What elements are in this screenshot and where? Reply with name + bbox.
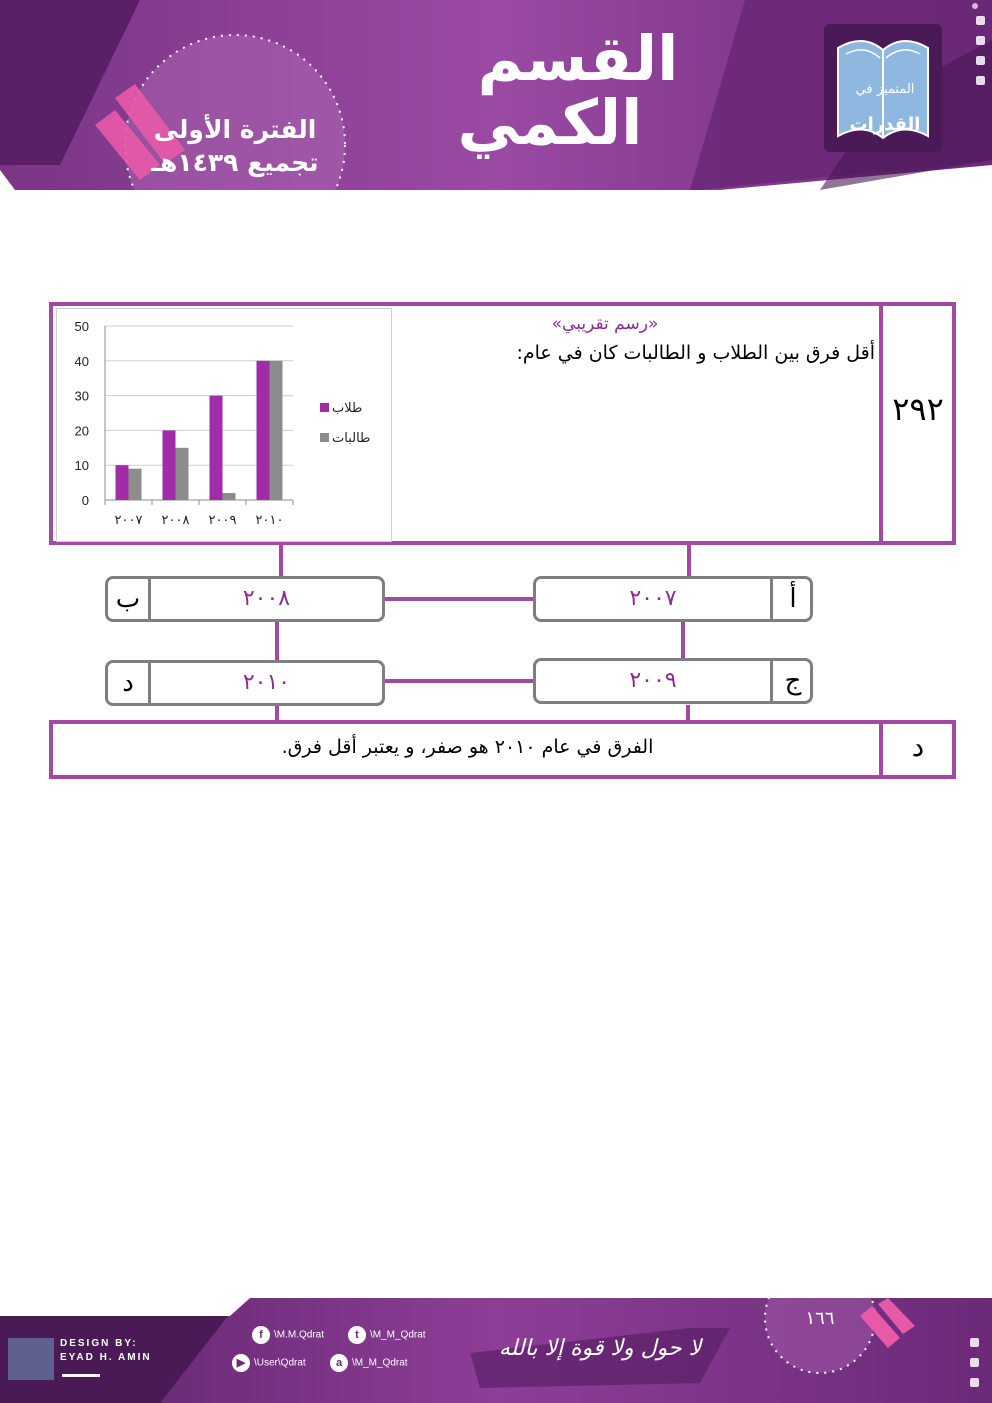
connector-right-mid [681,622,685,658]
question-subtitle: «رسم تقريبي» [551,314,659,334]
y-tick-label: 20 [74,423,89,439]
footer-calligraphy: لا حول ولا قوة إلا بالله [498,1336,702,1361]
ask-icon: a [330,1354,348,1372]
chart-x-ticks [115,513,284,528]
legend-swatch [320,433,329,442]
x-tick-label: ٢٠٠٨ [161,513,190,528]
connector-left-mid [275,622,279,660]
bar-students-male [210,396,223,500]
legend-label: طالبات [332,431,371,446]
option-a-letter: أ [789,584,797,614]
social-youtube[interactable]: ▶ \User\Qdrat [232,1354,306,1372]
connector-row2 [383,679,535,683]
chart-legend [320,401,370,446]
answer-explanation: الفرق في عام ٢٠١٠ هو صفر، و يعتبر أقل فرق. [281,736,654,758]
y-tick-label: 0 [81,493,89,508]
option-a-value: ٢٠٠٧ [629,586,677,611]
bar-students-female [176,448,189,500]
question-text: أقل فرق بين الطلاب و الطالبات كان في عام: [516,342,875,364]
connector-right-top [687,545,691,577]
answer-divider [879,720,883,779]
page-number: ١٦٦ [805,1308,835,1329]
option-d-letter: د [122,668,134,698]
youtube-icon: ▶ [232,1354,250,1372]
question-number-divider [879,302,883,545]
designer-name: EYAD H. AMIN [60,1352,152,1363]
bar-students-female [129,469,142,500]
logo-subtitle: المتميز في [855,82,915,97]
collection-label: تجميع ١٤٣٩هـ [151,148,319,177]
option-b[interactable] [105,576,385,622]
legend-label: طلاب [332,401,363,416]
design-by-label: DESIGN BY: [60,1338,138,1349]
period-label: الفترة الأولى [153,115,317,144]
connector-left-top [279,545,283,577]
facebook-icon: f [252,1326,270,1344]
option-d[interactable] [105,660,385,706]
social-facebook[interactable]: f \M.M.Qdrat [252,1326,324,1344]
bar-chart [56,308,392,542]
x-tick-label: ٢٠١٠ [255,513,284,528]
option-c-letter: ج [784,666,802,696]
bar-students-male [163,430,176,500]
option-c-value: ٢٠٠٩ [629,668,677,693]
option-b-letter: ب [115,584,141,614]
question-number: ٢٩٢ [892,390,944,428]
option-d-value: ٢٠١٠ [242,670,291,695]
page-header [0,0,992,190]
y-tick-label: 30 [74,388,89,404]
x-tick-label: ٢٠٠٧ [114,513,143,528]
page-footer [0,1298,992,1403]
legend-swatch [320,403,329,412]
section-title-line1: القسم [477,22,679,95]
connector-row1 [383,597,535,601]
answer-letter: د [911,730,925,763]
option-b-value: ٢٠٠٨ [242,586,291,611]
bar-students-male [257,361,270,500]
y-tick-label: 40 [74,353,89,369]
option-c[interactable] [533,658,813,704]
twitter-icon: t [348,1326,366,1344]
bar-students-female [223,493,236,500]
x-tick-label: ٢٠٠٩ [208,513,237,528]
social-twitter[interactable]: t \M_M_Qdrat [348,1326,426,1344]
section-title-line2: الكمي [457,86,643,159]
logo-title: القدرات [849,114,921,135]
option-a[interactable] [533,576,813,622]
social-ask[interactable]: a \M_M_Qdrat [330,1354,408,1372]
y-tick-label: 10 [74,458,89,474]
bar-students-male [116,465,129,500]
chart-y-ticks [75,319,89,508]
bar-students-female [270,361,283,500]
y-tick-label: 50 [74,319,89,334]
